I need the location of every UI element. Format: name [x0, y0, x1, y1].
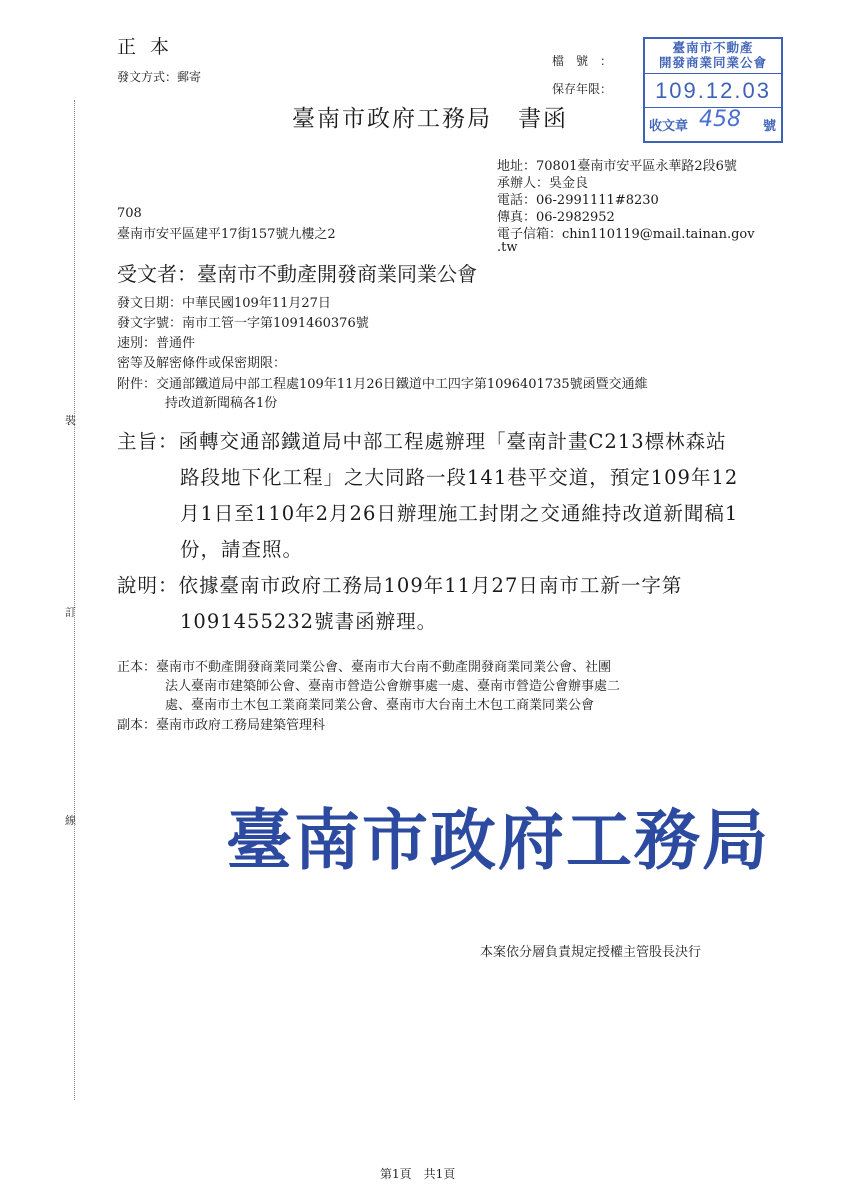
receiver-zip: 708	[117, 206, 142, 221]
stamp-received-label: 收文章	[649, 118, 689, 133]
contact-handler: 承辦人：吳金良	[497, 176, 589, 191]
attachment-cont: 持改道新聞稿各1份	[165, 396, 278, 411]
explanation-line: 說明：依據臺南市政府工務局109年11月27日南市工新一字第	[117, 574, 683, 597]
contact-email: 電子信箱：chin110119@mail.tainan.gov	[497, 227, 755, 242]
subject-line: 主旨：函轉交通部鐵道局中部工程處辦理「臺南計畫C213標林森站	[117, 430, 727, 453]
recipient: 受文者：臺南市不動產開發商業同業公會	[117, 262, 477, 286]
main-recipients-cont: 法人臺南市建築師公會、臺南市營造公會辦事處一處、臺南市營造公會辦事處二	[165, 679, 621, 694]
document-title	[292, 100, 568, 133]
binding-char-zhuang: 裝	[65, 414, 76, 427]
document-number: 發文字號：南市工管一字第1091460376號	[117, 316, 369, 331]
contact-phone: 電話：06-2991111#8230	[497, 193, 659, 208]
stamp-divider	[645, 73, 781, 74]
page-number: 第1頁 共1頁	[380, 1167, 456, 1181]
attachment: 附件：交通部鐵道局中部工程處109年11月26日鐵道中工四字第1096401735號函暨交通維	[117, 377, 648, 392]
issue-date: 發文日期：中華民國109年11月27日	[117, 296, 331, 311]
speed: 速別：普通件	[117, 336, 196, 351]
title-org: 臺南市政府工務局	[292, 106, 492, 132]
subject-line: 份，請查照。	[180, 538, 304, 561]
contact-fax: 傳真：06-2982952	[497, 210, 615, 225]
stamp-suffix: 號	[762, 118, 776, 133]
received-stamp	[643, 37, 783, 143]
contact-email-cont: .tw	[497, 240, 518, 255]
subject-line: 月1日至110年2月26日辦理施工封閉之交通維持改道新聞稿1	[180, 502, 739, 525]
stamp-number: 458	[699, 107, 741, 132]
binding-char-xian: 線	[65, 814, 76, 827]
delegation-note: 本案依分層負責規定授權主管股長決行	[480, 945, 702, 960]
stamp-organization: 臺南市不動產 開發商業同業公會	[658, 41, 767, 70]
retention-label: 保存年限：	[552, 82, 613, 96]
contact-address: 地址：70801臺南市安平區永華路2段6號	[497, 159, 737, 174]
main-recipients: 正本：臺南市不動產開發商業同業公會、臺南市大台南不動產開發商業同業公會、社團	[117, 660, 612, 675]
secrecy: 密等及解密條件或保密期限：	[117, 356, 287, 371]
send-method: 發文方式：郵寄	[117, 70, 202, 84]
explanation-line: 1091455232號書函辦理。	[180, 610, 438, 633]
copy-type: 正本	[117, 36, 184, 58]
file-number-label: 檔號：	[552, 54, 625, 68]
official-seal: 臺南市政府工務局	[226, 802, 770, 879]
stamp-date: 109.12.03	[655, 78, 771, 103]
subject-line: 路段地下化工程」之大同路一段141巷平交道，預定109年12	[180, 466, 739, 489]
receiver-address: 臺南市安平區建平17街157號九樓之2	[117, 227, 336, 242]
title-doc-type: 書函	[518, 106, 568, 132]
binding-char-ding: 訂	[65, 606, 76, 619]
copy-recipients: 副本：臺南市政府工務局建築管理科	[117, 718, 326, 733]
main-recipients-cont: 處、臺南市土木包工業商業同業公會、臺南市大台南土木包工商業同業公會	[165, 698, 595, 713]
binding-line	[74, 100, 75, 1100]
